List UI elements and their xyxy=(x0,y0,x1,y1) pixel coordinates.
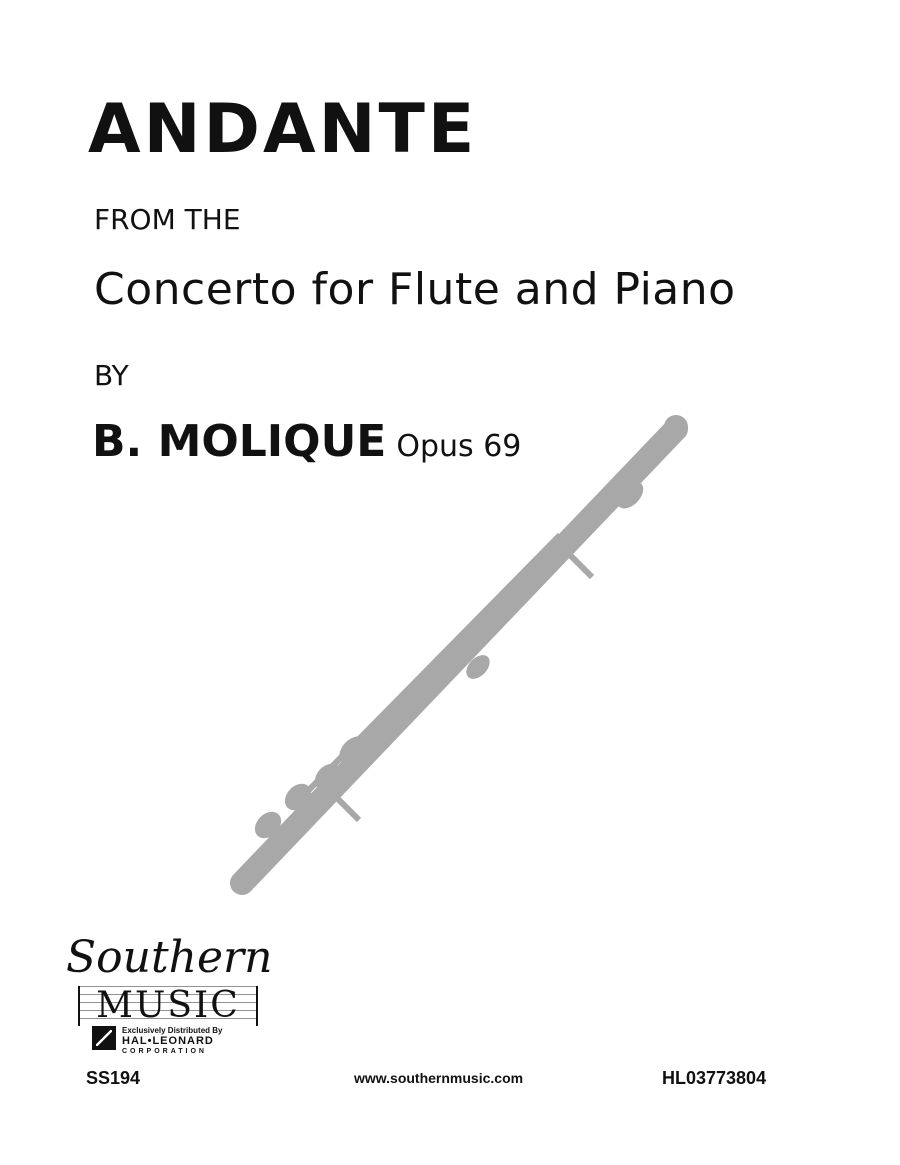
flute-illustration-icon xyxy=(220,405,700,905)
logo-script-text: Southern xyxy=(66,932,273,983)
website-link[interactable]: www.southernmusic.com xyxy=(354,1070,524,1086)
distributor-sub: CORPORATION xyxy=(122,1048,207,1055)
hl-product-code: HL03773804 xyxy=(662,1068,767,1088)
catalog-code: SS194 xyxy=(86,1068,141,1088)
by-label: BY xyxy=(94,359,129,392)
logo-staff-block xyxy=(78,986,258,1026)
work-title: Concerto for Flute and Piano xyxy=(94,264,736,315)
logo-music-text: MUSIC xyxy=(80,986,256,1026)
composer-name: B. MOLIQUE xyxy=(92,416,387,467)
southern-music-logo xyxy=(66,932,273,1028)
distributor-name: HAL•LEONARD xyxy=(122,1035,214,1047)
from-the-label: FROM THE xyxy=(94,203,241,236)
hal-leonard-icon xyxy=(92,1026,116,1050)
distributed-by-text: Exclusively Distributed By xyxy=(122,1026,223,1035)
page-title: ANDANTE xyxy=(88,90,478,169)
opus-number: Opus 69 xyxy=(396,429,522,464)
